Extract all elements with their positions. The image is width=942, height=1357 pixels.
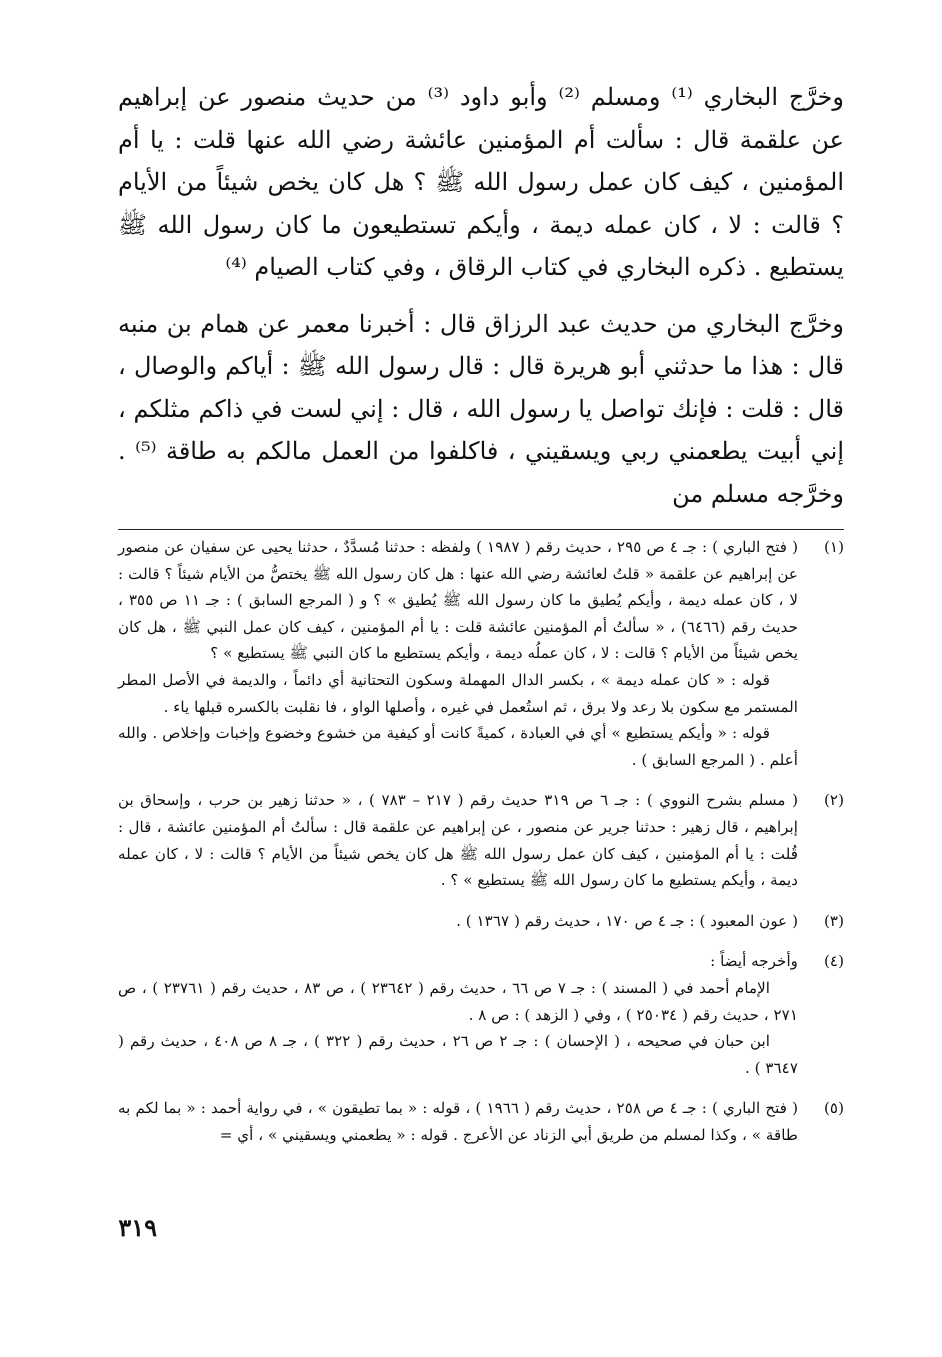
footnote-4 [118,948,844,1081]
main-text [118,76,844,515]
footnote-text: ( فتح الباري ) : جـ ٤ ص ٢٥٨ ، حديث رقم ( ١٩٦٦ ) ، قوله : « بما تطيقون » ، في رواية أحمد : « بما لكم به طاقة » ، وكذا لمسلم من طريق أبي الزناد عن الأعرج . قوله : « يطعمني ويسقيني » ، أي = [118,1099,798,1144]
footnote-number: (٢) [823,791,844,810]
footnote-5 [118,1095,844,1148]
footnote-number: (٤) [823,952,844,971]
footnote-number: (١) [823,538,844,556]
footnote-1 [118,534,844,773]
footnote-text: ( مسلم بشرح النووي ) : جـ ٦ ص ٣١٩ حديث رقم ( ٢١٧ – ٧٨٣ ) ، « حدثنا زهير بن حرب ، وإسحاق بن إبراهيم ، قال زهير : حدثنا جرير عن منصور ، عن إبراهيم عن علقمة قال : سألتُ أم المؤمنين عائشة ، قال : قُلت : يا أم المؤمنين ، كيف كان عمل رسول الله ﷺ هل كان يخص شيئاً من الأيام ؟ قالت : لا ، كان عمله ديمة ، وأيكم يستطيع ما كان رسول الله ﷺ يستطيع » ؟ . [118,791,799,890]
footnote-3 [118,908,844,935]
footnotes-section [118,529,844,1148]
footnote-text: وأخرجه أيضاً : [710,952,798,971]
main-paragraph-1: وخرَّج البخاري ⁽¹⁾ ومسلم ⁽²⁾ وأبو داود ⁽³⁾ من حديث منصور عن إبراهيم عن علقمة قال : سألت أم المؤمنين عائشة رضي الله عنها قلت : يا أم المؤمنين ، كيف كان عمل رسول الله ﷺ ؟ هل كان يخص شيئاً من الأيام ؟ قالت : لا ، كان عمله ديمة ، وأيكم تستطيعون ما كان رسول الله ﷺ يستطيع . ذكره البخاري في كتاب الرقاق ، وفي كتاب الصيام ⁽⁴⁾ [118,83,844,281]
footnote-number: (٥) [823,1099,844,1118]
footnote-text: الإمام أحمد في ( المسند ) : جـ ٧ ص ٦٦ ، حديث رقم ( ٢٣٦٤٢ ) ، ص ٨٣ ، حديث رقم ( ٢٣٧٦١ ) ، ص ٢٧١ ، حديث رقم ( ٢٥٠٣٤ ) ، وفي ( الزهد ) : ص ٨ . [118,978,798,1024]
footnote-text: قوله : « كان عمله ديمة » ، بكسر الدال المهملة وسكون التحتانية أي دائماً ، والديمة في الأصل المطر المستمر مع سكون بلا رعد ولا برق ، ثم استُعمل في غيره ، وأصلها الواو ، فا نقلبت بالكسره قبلها ياء . [118,670,798,716]
footnote-text: ابن حبان في صحيحه ، ( الإحسان ) : جـ ٢ ص ٢٦ ، حديث رقم ( ٣٢٢ ) ، جـ ٨ ص ٤٠٨ ، حديث رقم ( ٣٦٤٧ ) . [118,1032,798,1077]
main-paragraph-2: وخرَّج البخاري من حديث عبد الرزاق قال : أخبرنا معمر عن همام بن منبه قال : هذا ما حدثني أبو هريرة قال : قال رسول الله ﷺ : أياكم والوصال ، قال : قلت : فإنك تواصل يا رسول الله ، قال : إني لست في ذاكم مثلكم ، إني أبيت يطعمني ربي ويسقيني ، فاكلفوا من العمل مالكم به طاقة ⁽⁵⁾ . وخرَّجه مسلم من [118,309,844,508]
footnote-2 [118,787,844,893]
footnote-text: ( فتح الباري ) : جـ ٤ ص ٢٩٥ ، حديث رقم ( ١٩٨٧ ) ولفظه : حدثنا مُسدَّدٌ ، حدثنا يحيى عن سفيان عن منصور عن إبراهيم عن علقمة « قلتُ لعائشة رضي الله عنها : هل كان رسول الله ﷺ يختصُّ من الأيام شيئاً ؟ قالت : لا ، كان عمله ديمة ، وأيكم يُطيق ما كان رسول الله ﷺ يُطيق » ؟ و ( المرجع السابق ) : جـ ١١ ص ٣٥٥ ، حديث رقم (٦٤٦٦) ، « سألتُ أم المؤمنين عائشة قلت : يا أم المؤمنين ، كيف كان عمل النبي ﷺ ، هل كان يخص شيئاً من الأيام ؟ قالت : لا ، كان عملُه ديمة ، وأيكم يستطيع ما كان النبي ﷺ يستطيع » ؟ [118,538,798,663]
footnote-text: ( عون المعبود ) : جـ ٤ ص ١٧٠ ، حديث رقم ( ١٣٦٧ ) . [456,911,798,930]
footnote-text: قوله : « وأيكم يستطيع » أي في العبادة ، كميةً كانت أو كيفية من خشوع وخضوع وإخبات وإخلاص . والله أعلم . ( المرجع السابق ) . [118,724,798,769]
page-number: ٣١٩ [118,1213,157,1242]
footnote-number: (٣) [823,911,844,930]
